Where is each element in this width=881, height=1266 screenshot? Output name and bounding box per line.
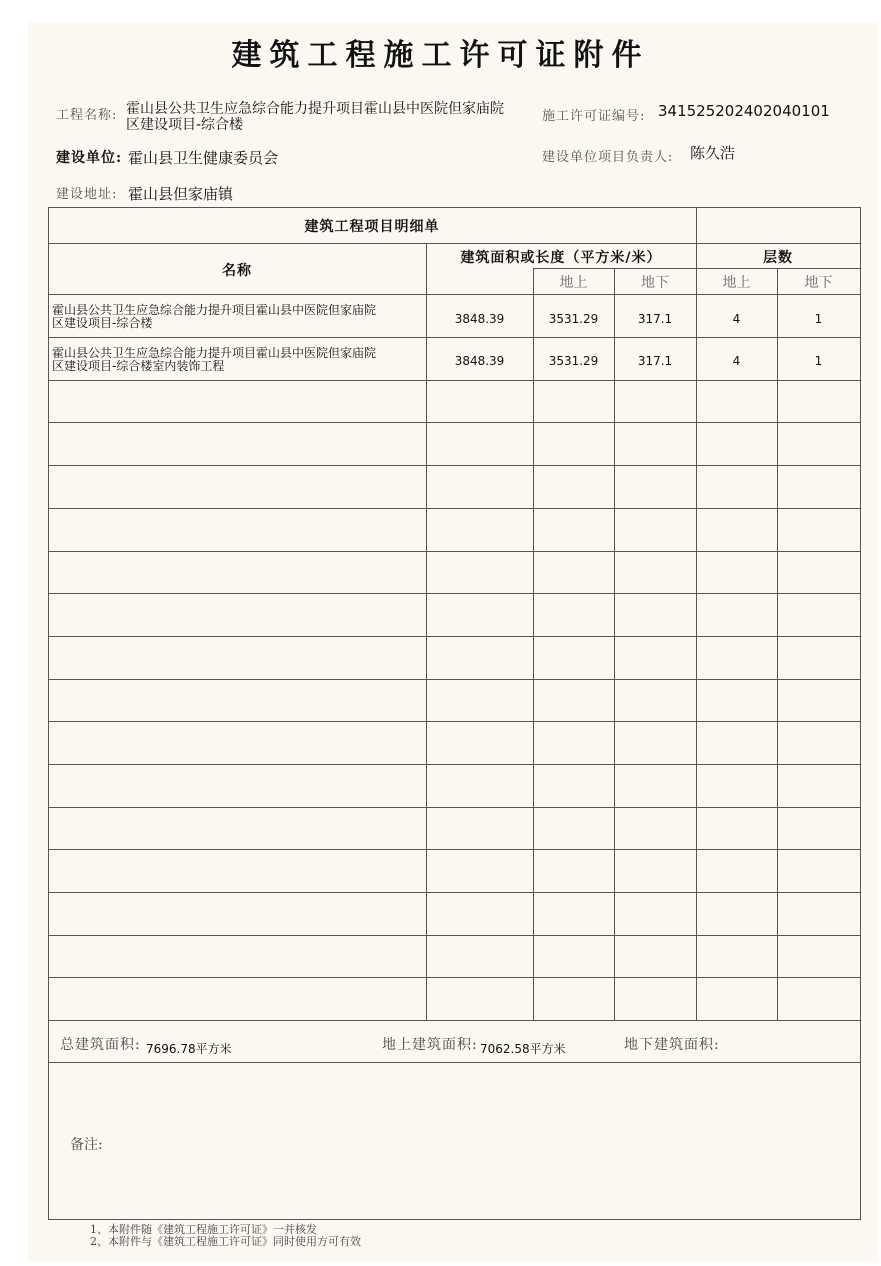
footnote-1: 1、本附件随《建筑工程施工许可证》一并核发 bbox=[90, 1223, 317, 1236]
row-below-area: 317.1 bbox=[637, 354, 673, 368]
remark-label: 备注: bbox=[70, 1137, 103, 1153]
row-floors-below: 1 bbox=[814, 312, 823, 326]
row-floors-above: 4 bbox=[732, 354, 741, 368]
row-floors-above: 4 bbox=[732, 312, 741, 326]
col-header-area: 建筑面积或长度（平方米/米） bbox=[460, 250, 662, 266]
row-total-area: 3848.39 bbox=[454, 354, 505, 368]
permit-no-label: 施工许可证编号: bbox=[542, 109, 646, 124]
below-area-label: 地下建筑面积: bbox=[624, 1037, 720, 1053]
row-name-line2: 区建设项目-综合楼室内装饰工程 bbox=[52, 359, 225, 373]
manager-value: 陈久浩 bbox=[690, 144, 736, 162]
certificate-sheet bbox=[28, 22, 878, 1262]
project-name-line1: 霍山县公共卫生应急综合能力提升项目霍山县中医院但家庙院 bbox=[126, 101, 504, 117]
row-name-line1: 霍山县公共卫生应急综合能力提升项目霍山县中医院但家庙院 bbox=[52, 303, 377, 317]
row-above-area: 3531.29 bbox=[548, 354, 599, 368]
builder-label: 建设单位: bbox=[56, 150, 123, 166]
footnote-2: 2、本附件与《建筑工程施工许可证》同时使用方可有效 bbox=[90, 1235, 361, 1248]
total-area-label: 总建筑面积: bbox=[60, 1037, 141, 1053]
address-value: 霍山县但家庙镇 bbox=[128, 185, 234, 203]
col-header-floors: 层数 bbox=[763, 250, 793, 266]
row-below-area: 317.1 bbox=[637, 312, 673, 326]
page-title: 建筑工程施工许可证附件 bbox=[231, 38, 650, 73]
address-label: 建设地址: bbox=[56, 187, 118, 202]
row-above-area: 3531.29 bbox=[548, 312, 599, 326]
sub-header-area-above: 地上 bbox=[559, 275, 588, 291]
project-name-label: 工程名称: bbox=[56, 108, 118, 123]
project-name-line2: 区建设项目-综合楼 bbox=[126, 117, 244, 133]
above-area-label: 地上建筑面积: bbox=[382, 1037, 478, 1053]
row-total-area: 3848.39 bbox=[454, 312, 505, 326]
row-floors-below: 1 bbox=[814, 354, 823, 368]
table-title: 建筑工程项目明细单 bbox=[304, 219, 440, 235]
manager-label: 建设单位项目负责人: bbox=[542, 150, 674, 165]
row-name-line2: 区建设项目-综合楼 bbox=[52, 316, 153, 330]
sub-header-floors-below: 地下 bbox=[804, 275, 833, 291]
above-area-value: 7062.58平方米 bbox=[480, 1042, 566, 1056]
sub-header-area-below: 地下 bbox=[641, 275, 669, 291]
row-name-line1: 霍山县公共卫生应急综合能力提升项目霍山县中医院但家庙院 bbox=[52, 346, 377, 360]
permit-no: 341525202402040101 bbox=[658, 102, 830, 120]
sub-header-floors-above: 地上 bbox=[722, 275, 751, 291]
total-area-value: 7696.78平方米 bbox=[146, 1042, 232, 1056]
col-header-name: 名称 bbox=[222, 263, 252, 279]
builder-value: 霍山县卫生健康委员会 bbox=[128, 149, 279, 167]
